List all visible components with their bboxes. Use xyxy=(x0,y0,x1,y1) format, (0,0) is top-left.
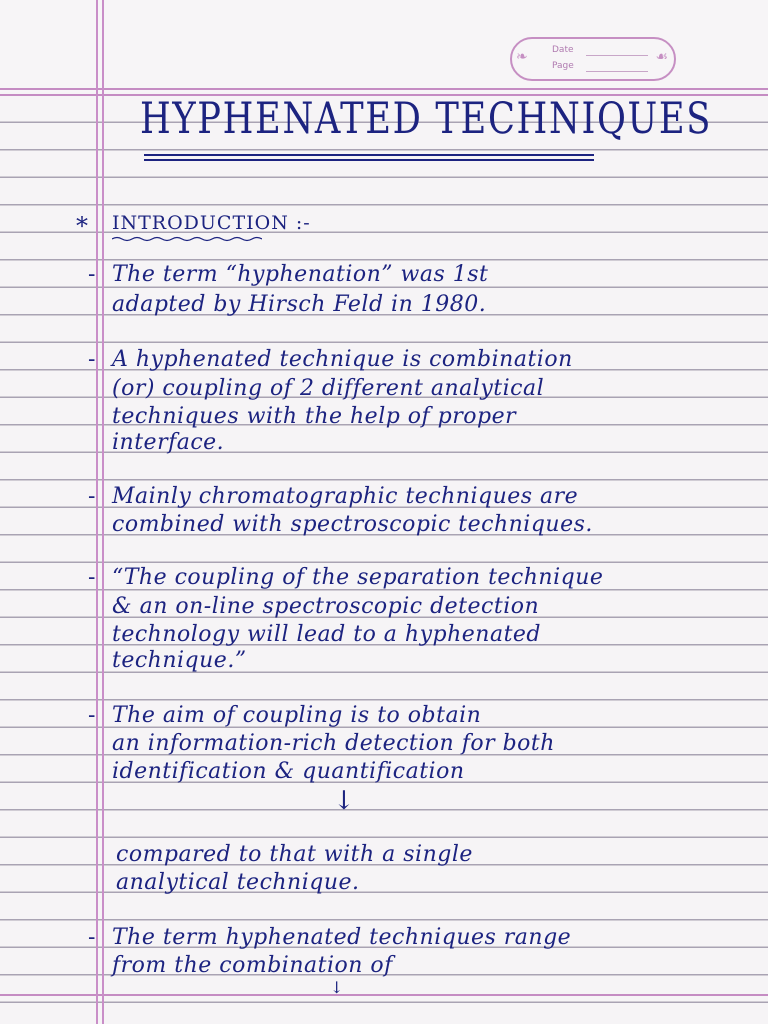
note-7-line-2: from the combination of xyxy=(112,953,393,978)
note-2-line-3: techniques with the help of proper xyxy=(112,404,517,429)
note-4-dash: - xyxy=(88,565,96,590)
page-label: Page xyxy=(552,61,574,71)
bottom-margin-line xyxy=(0,994,768,996)
note-5-line-3: identification & quantification xyxy=(112,759,465,784)
date-label: Date xyxy=(552,45,574,55)
note-2-line-1: A hyphenated technique is combination xyxy=(112,347,573,372)
section-heading: INTRODUCTION :- xyxy=(112,212,311,234)
note-3-line-2: combined with spectroscopic techniques. xyxy=(112,512,593,537)
down-arrow-icon-2: ↓ xyxy=(330,978,344,997)
date-rule xyxy=(586,55,648,56)
title-underline-2 xyxy=(144,159,594,161)
note-6-line-2: analytical technique. xyxy=(116,870,360,895)
note-6-line-1: compared to that with a single xyxy=(116,842,473,867)
note-2-line-4: interface. xyxy=(112,430,225,455)
note-5-line-2: an information-rich detection for both xyxy=(112,731,555,756)
top-margin-line xyxy=(0,88,768,90)
left-swirl-icon: ❧ xyxy=(516,49,528,65)
note-1-line-1: The term “hyphenation” was 1st xyxy=(112,262,489,287)
down-arrow-icon: ↓ xyxy=(333,786,355,816)
note-7-line-1: The term hyphenated techniques range xyxy=(112,925,572,950)
note-2-dash: - xyxy=(88,347,96,372)
heading-wavy-underline xyxy=(112,236,262,242)
note-2-line-2: (or) coupling of 2 different analytical xyxy=(112,376,545,401)
note-1-dash: - xyxy=(88,262,96,287)
note-7-dash: - xyxy=(88,925,96,950)
note-1-line-2: adapted by Hirsch Feld in 1980. xyxy=(112,292,487,317)
note-4-line-4: technique.” xyxy=(112,648,247,673)
note-4-line-1: “The coupling of the separation technique xyxy=(112,565,604,590)
right-swirl-icon: ☙ xyxy=(655,49,668,65)
left-margin-line xyxy=(96,0,98,1024)
note-5-line-1: The aim of coupling is to obtain xyxy=(112,703,482,728)
star-bullet: * xyxy=(76,212,88,240)
page-rule xyxy=(586,71,648,72)
left-margin-line-2 xyxy=(102,0,104,1024)
date-page-box xyxy=(510,37,676,81)
note-3-line-1: Mainly chromatographic techniques are xyxy=(112,484,579,509)
note-4-line-2: & an on-line spectroscopic detection xyxy=(112,594,540,619)
note-3-dash: - xyxy=(88,484,96,509)
title-underline-1 xyxy=(144,154,594,156)
note-4-line-3: technology will lead to a hyphenated xyxy=(112,622,542,647)
page-title: HYPHENATED TECHNIQUES xyxy=(140,94,713,144)
note-5-dash: - xyxy=(88,703,96,728)
